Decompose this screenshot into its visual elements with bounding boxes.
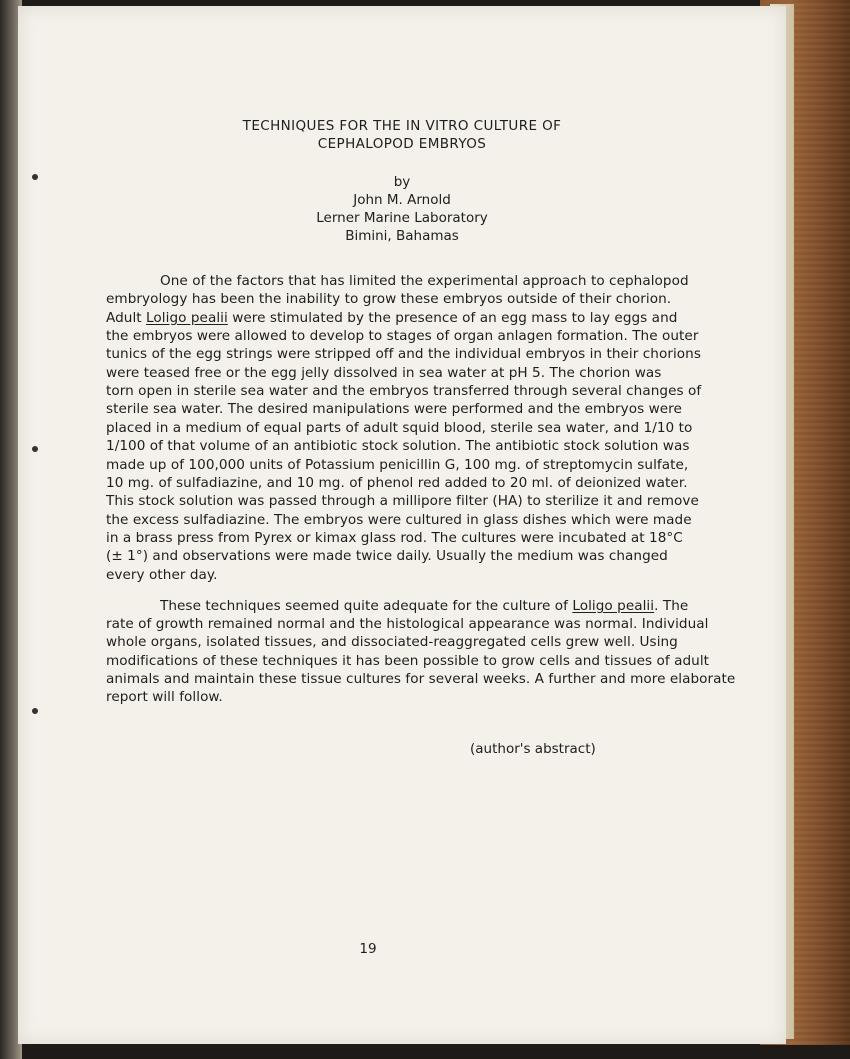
abstract-attribution: (author's abstract) (470, 741, 596, 757)
text-line: rate of growth remained normal and the histological appearance was normal. Individual (106, 616, 709, 633)
binding-hole (32, 446, 38, 452)
text-line: every other day. (106, 566, 218, 583)
text-line: the excess sulfadiazine. The embryos were cultured in glass dishes which were made (106, 511, 692, 528)
text-line: This stock solution was passed through a millipore filter (HA) to sterilize it and remove (106, 493, 699, 510)
title-line-2: CEPHALOPOD EMBRYOS (317, 136, 487, 152)
text-line: torn open in sterile sea water and the embryos transferred through several changes of (106, 383, 702, 400)
species-name: Loligo pealii (146, 309, 228, 326)
species-name: Loligo pealii (572, 598, 655, 614)
text-line: embryology has been the inability to grow these embryos outside of their chorion. (106, 291, 672, 308)
binding-hole (32, 708, 38, 714)
text-line: report will follow. (106, 689, 223, 705)
author-name: John M. Arnold (353, 192, 451, 208)
byline-by: by (393, 174, 411, 190)
text-line: One of the factors that has limited the experimental approach to cephalopod (160, 273, 689, 289)
text-line: 1/100 of that volume of an antibiotic stock solution. The antibiotic stock solution was (106, 438, 690, 455)
text-line: modifications of these techniques it has been possible to grow cells and tissues of adult (106, 652, 710, 669)
document-page (18, 6, 786, 1044)
author-location: Bimini, Bahamas (345, 228, 459, 244)
text-line: Adult Loligo pealii were stimulated by the presence of an egg mass to lay eggs and (106, 309, 678, 326)
text-line: whole organs, isolated tissues, and dissociated-reaggregated cells grew well. Using (106, 634, 678, 651)
text-line: made up of 100,000 units of Potassium penicillin G, 100 mg. of streptomycin sulfate, (106, 456, 689, 473)
text-line: tunics of the egg strings were stripped off and the individual embryos in their chorions (106, 346, 701, 363)
text-line: animals and maintain these tissue cultures for several weeks. A further and more elaborate (106, 670, 736, 687)
text-line: sterile sea water. The desired manipulations were performed and the embryos were (106, 401, 682, 418)
text-line: the embryos were allowed to develop to stages of organ anlagen formation. The outer (106, 328, 699, 345)
text-line: were teased free or the egg jelly dissolved in sea water at pH 5. The chorion was (106, 364, 662, 381)
title-line-1: TECHNIQUES FOR THE IN VITRO CULTURE OF (242, 118, 562, 134)
author-affiliation: Lerner Marine Laboratory (316, 210, 488, 226)
text-line: (± 1°) and observations were made twice daily. Usually the medium was changed (106, 548, 668, 565)
binder-cover-texture (790, 0, 850, 1045)
text-line: These techniques seemed quite adequate for the culture of Loligo pealii. The (160, 598, 689, 614)
text-line: placed in a medium of equal parts of adult squid blood, sterile sea water, and 1/10 to (106, 419, 693, 436)
page-number: 19 (359, 941, 377, 957)
text-line: 10 mg. of sulfadiazine, and 10 mg. of phenol red added to 20 ml. of deionized water. (106, 474, 688, 491)
text-line: in a brass press from Pyrex or kimax glass rod. The cultures were incubated at 18°C (106, 529, 683, 546)
